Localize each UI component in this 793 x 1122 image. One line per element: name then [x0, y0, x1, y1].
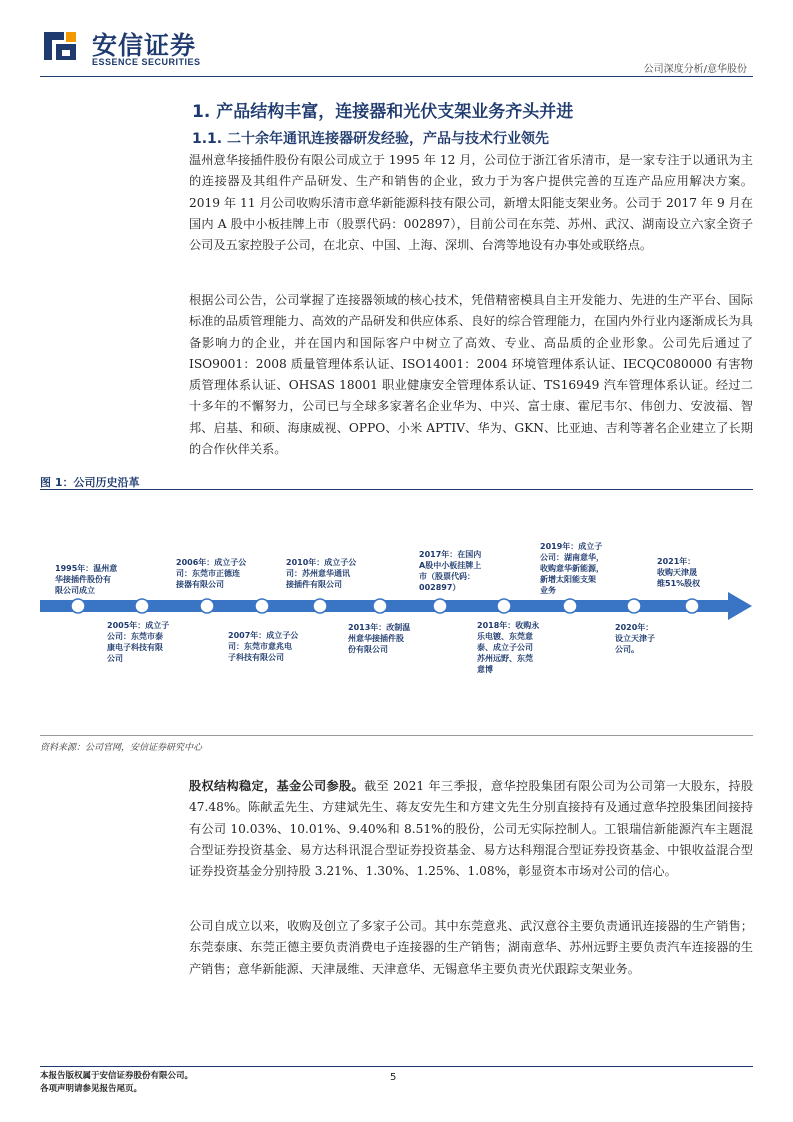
paragraph-ownership: [189, 776, 753, 882]
disclaimer-line-2: 各项声明请参见报告尾页。: [40, 1084, 143, 1094]
report-tag: 公司深度分析/意华股份: [643, 64, 747, 75]
subsection-heading: 1.1. 二十余年通讯连接器研发经验，产品与技术行业领先: [192, 131, 549, 147]
brand-subtitle: ESSENCE SECURITIES: [92, 57, 201, 67]
section-heading: 1. 产品结构丰富，连接器和光伏支架业务齐头并进: [192, 102, 574, 122]
timeline-event-2017: 2017年：在国内 A股中小板挂牌上 市（股票代码： 002897）: [419, 550, 482, 592]
figure-title: 图 1：公司历史沿革: [40, 476, 140, 489]
timeline-node: [135, 599, 149, 613]
figure-top-rule: [40, 489, 753, 490]
timeline-node: [497, 599, 511, 613]
timeline-event-2006: 2006年：成立子公 司：东莞市正德连 接器有限公司: [176, 558, 247, 589]
ownership-lead: 股权结构稳定，基金公司参股。: [189, 779, 364, 793]
timeline-event-2020: 2020年： 设立天津子 公司。: [615, 623, 655, 654]
brand-logo-icon: [40, 26, 80, 66]
timeline-event-2021: 2021年： 收购天津晟 维51%股权: [657, 557, 701, 588]
paragraph-core-tech: 根据公司公告，公司掌握了连接器领域的核心技术，凭借精密模具自主开发能力、先进的生产平台、国际标准的品质管理能力、高效的产品研发和供应体系、良好的综合管理能力，在国内外行业内逐渐成长为具备影响力的企业，并在国内和国际客户中树立了高效、专业、高品质的企业形象。公司先后通过了 ISO9001：2008 质量管理体系认证、ISO14001：2004 环境管理体系认证、IECQC080000 有害物质管理体系认证、OHSAS 18001 职业健康安全管理体系认证、TS16949 汽车管理体系认证。经过二十多年的不懈努力，公司已与全球多家著名企业华为、中兴、富士康、霍尼韦尔、伟创力、安波福、智邦、启基、和硕、海康威视、OPPO、小米 APTIV、华为、GKN、比亚迪、吉利等著名企业建立了长期的合作伙伴关系。: [189, 293, 753, 457]
timeline-event-2018: 2018年：收购永 乐电镀、东莞意 泰、成立子公司 苏州远野、东莞 意博: [477, 621, 540, 674]
timeline-node: [563, 599, 577, 613]
timeline-node: [373, 599, 387, 613]
timeline-event-2005: 2005年：成立子 公司：东莞市泰 康电子科技有限 公司: [107, 621, 170, 663]
timeline-node: [685, 599, 699, 613]
paragraph-subsidiaries: 公司自成立以来，收购及创立了多家子公司。其中东莞意兆、武汉意谷主要负责通讯连接器的生产销售；东莞泰康、东莞正德主要负责消费电子连接器的生产销售；湖南意华、苏州远野主要负责汽车连接器的生产销售；意华新能源、天津晟维、天津意华、无锡意华主要负责光伏跟踪支架业务。: [189, 919, 753, 976]
timeline-event-1995: 1995年：温州意 华接插件股份有 限公司成立: [55, 564, 118, 595]
figure-bottom-rule: [40, 735, 753, 736]
brand-name: 安信证券: [92, 31, 197, 60]
timeline-arrow: [40, 590, 753, 622]
page-number: 5: [390, 1072, 397, 1083]
timeline-node: [200, 599, 214, 613]
timeline-event-2019: 2019年：成立子 公司：湖南意华， 收购意华新能源， 新增太阳能支架 业务: [540, 542, 604, 595]
header-divider: [40, 76, 753, 77]
footer-divider: [40, 1066, 753, 1067]
timeline-node: [255, 599, 269, 613]
timeline-node: [433, 599, 447, 613]
footer-disclaimer: [40, 1070, 193, 1096]
figure-source: 资料来源：公司官网，安信证券研究中心: [40, 743, 203, 753]
timeline-node: [71, 599, 85, 613]
timeline-event-2013: 2013年：改制温 州意华接插件股 份有限公司: [348, 623, 411, 654]
timeline-node: [627, 599, 641, 613]
ownership-body: 截至 2021 年三季报，意华控股集团有限公司为公司第一大股东，持股 47.48%。陈献孟先生、方建斌先生、蒋友安先生和方建文先生分别直接持有及通过意华控股集团间接持有公司 10.03%、10.01%、9.40%和 8.51%的股份，公司无实际控制人。工银瑞信新能源汽车主题混合型证券投资基金、易方达科讯混合型证券投资基金、易方达科翔混合型证券投资基金、中银收益混合型证券投资基金分别持股 3.21%、1.30%、1.25%、1.08%，彰显资本市场对公司的信心。: [189, 779, 754, 879]
timeline-node: [313, 599, 327, 613]
disclaimer-line-1: 本报告版权属于安信证券股份有限公司。: [40, 1071, 194, 1081]
paragraph-company-intro: 温州意华接插件股份有限公司成立于 1995 年 12 月，公司位于浙江省乐清市，是一家专注于以通讯为主的连接器及其组件产品研发、生产和销售的企业，致力于为客户提供完善的互连产品应用解决方案。2019 年 11 月公司收购乐清市意华新能源科技有限公司，新增太阳能支架业务。公司于 2017 年 9 月在国内 A 股中小板挂牌上市（股票代码：002897），目前公司在东莞、苏州、武汉、湖南设立六家全资子公司及五家控股子公司，在北京、中国、上海、深圳、台湾等地设有办事处或联络点。: [189, 153, 753, 253]
timeline-event-2007: 2007年：成立子公 司：东莞市意兆电 子科技有限公司: [228, 631, 299, 662]
timeline-event-2010: 2010年：成立子公 司：苏州意华通讯 接插件有限公司: [286, 558, 357, 589]
